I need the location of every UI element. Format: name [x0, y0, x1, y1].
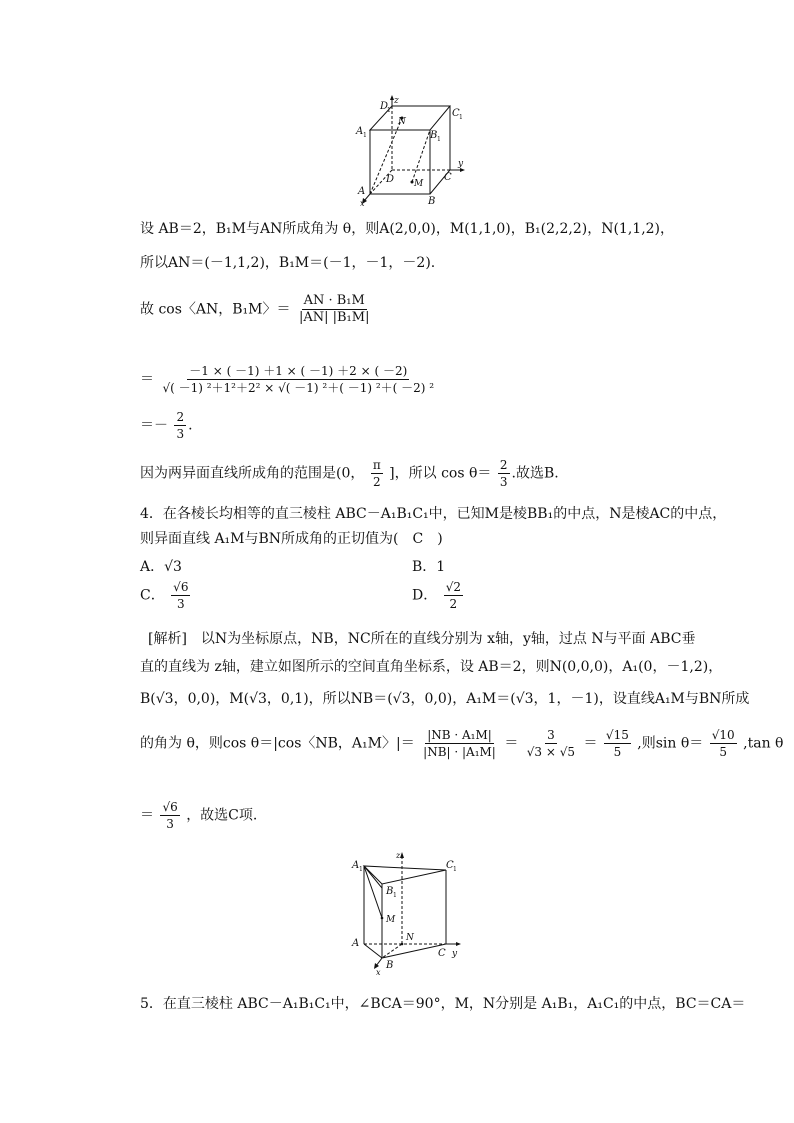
svg-text:1: 1 [387, 107, 391, 114]
svg-text:1: 1 [363, 132, 367, 139]
sol4-line1: [解析] 以N为坐标原点，NB，NC所在的直线分别为 x轴，y轴，过点 N与平面 ABC垂 [148, 631, 696, 647]
sol4-line5: ＝ $\frac{√6}{3}$ ，故选C项. [140, 800, 258, 831]
p3-line1: 设 AB＝2，B₁M与AN所成角为 θ，则A(2,0,0)，M(1,1,0)，B₁(2,2,2)，N(1,1,2)， [140, 221, 675, 237]
p3-cos-row [140, 294, 373, 325]
fig2-label-x: x [376, 968, 381, 976]
fig1-label-B1: B [430, 130, 438, 141]
fig1-label-A: A [358, 186, 366, 197]
p3-calc-row: ＝ $\frac{-1 \times ( -1) +1 \times ( -1) +2 \times ( -2)}{\text{√( －1) ²＋1²＋2² × √( －1) ²＋( －1) ²＋( －2) ²}}$ [140, 364, 435, 395]
q5-stem: 5．在直三棱柱 ABC－A₁B₁C₁中，∠BCA＝90°，M，N分别是 A₁B₁，A₁C₁的中点，BC＝CA＝ [140, 996, 746, 1012]
fig1-label-D: D [386, 174, 395, 185]
p3-range-fraction: $\frac{2}{3}$ [499, 458, 508, 489]
sol4-line4: 的角为 θ，则cos θ＝|cos〈NB，A₁M〉|＝ $\frac{\text{|NB · A₁M|}}{\text{|NB| · |A₁M|}}$ ＝ $\frac{3}{√3 \times √5}$ ＝ $\frac{√15}{5}$ ,则sin θ＝ $\frac{√10}{5}$ ,tan θ [140, 728, 784, 759]
fig1-label-x: x [360, 199, 365, 206]
fig2-label-A: A [352, 938, 360, 949]
cube-figure [350, 94, 470, 206]
fig2-label-C: C [438, 948, 446, 959]
svg-text:1: 1 [459, 114, 463, 121]
q4-option-a: A．√3 [140, 559, 182, 575]
p3-result-prefix: ＝－ [140, 417, 168, 434]
fig2-label-B: B [386, 960, 394, 971]
fig1-label-y: y [458, 159, 464, 169]
fig1-label-B: B [428, 196, 436, 206]
svg-text:1: 1 [437, 136, 441, 143]
p3-range-pi-fraction: $\frac{\pi}{2}$ [372, 458, 381, 489]
p3-result-row: ＝－ $\frac{2}{3}$ . [140, 410, 193, 441]
q4-option-b: B．1 [412, 559, 446, 575]
sol4-line2: 直的直线为 z轴，建立如图所示的空间直角坐标系，设 AB＝2，则N(0,0,0)，A₁(0，－1,2)， [140, 659, 723, 675]
p3-result-fraction: $\frac{2}{3}$ [176, 410, 185, 441]
fig2-label-y: y [452, 949, 458, 959]
p3-line2: 所以AN＝(－1,1,2)，B₁M＝(－1，－1，－2). [140, 255, 436, 271]
fig1-label-C1: C [452, 108, 460, 119]
p3-calc-den: √( －1) ²＋1²＋2² × √( －1) ²＋( －1) ²＋( －2) ² [162, 381, 435, 395]
svg-text:1: 1 [359, 866, 363, 873]
p3-cos-prefix: 故 cos〈AN，B₁M〉＝ [140, 301, 291, 318]
fig1-label-D1: D [380, 101, 389, 112]
fig1-label-N: N [398, 117, 406, 127]
p3-calc-num: －1 × ( －1) ＋1 × ( －1) ＋2 × ( －2) [189, 364, 408, 378]
q4-stem-line2: 则异面直线 A₁M与BN所成角的正切值为( C ) [140, 531, 443, 547]
p3-calc-fraction [160, 364, 436, 395]
q4-stem-line1: 4．在各棱长均相等的直三棱柱 ABC－A₁B₁C₁中，已知M是棱BB₁的中点，N是棱AC的中点， [140, 506, 727, 522]
fig2-label-N: N [406, 933, 414, 943]
fig2-label-B1: B [386, 886, 394, 897]
prism-figure [350, 848, 470, 976]
fig1-label-C: C [444, 172, 452, 183]
q4-option-c: C． $\frac{√6}{3}$ [140, 580, 189, 611]
fig1-label-M: M [414, 179, 424, 189]
fig1-label-A1: A [356, 126, 364, 137]
p3-cos-num: AN · B₁M [303, 293, 365, 308]
p3-range-row: 因为两异面直线所成角的范围是(0， $\frac{\pi}{2}$ ]，所以 cos θ＝ $\frac{2}{3}$ .故选B. [140, 458, 559, 489]
q4-option-d: D． $\frac{√2}{2}$ [412, 580, 461, 611]
fig2-label-A1: A [352, 860, 360, 871]
fig2-label-M: M [386, 915, 396, 925]
svg-text:1: 1 [453, 866, 457, 873]
fig1-label-z: z [394, 96, 399, 106]
fig2-label-z: z [396, 851, 401, 860]
fig2-label-C1: C [446, 860, 454, 871]
p3-cos-fraction [297, 294, 372, 325]
p3-cos-den: |AN| |B₁M| [298, 310, 370, 325]
svg-text:1: 1 [393, 892, 397, 899]
sol4-line3: B(√3，0,0)，M(√3，0,1)，所以NB＝(√3，0,0)，A₁M＝(√3，1，－1)，设直线A₁M与BN所成 [140, 691, 750, 707]
